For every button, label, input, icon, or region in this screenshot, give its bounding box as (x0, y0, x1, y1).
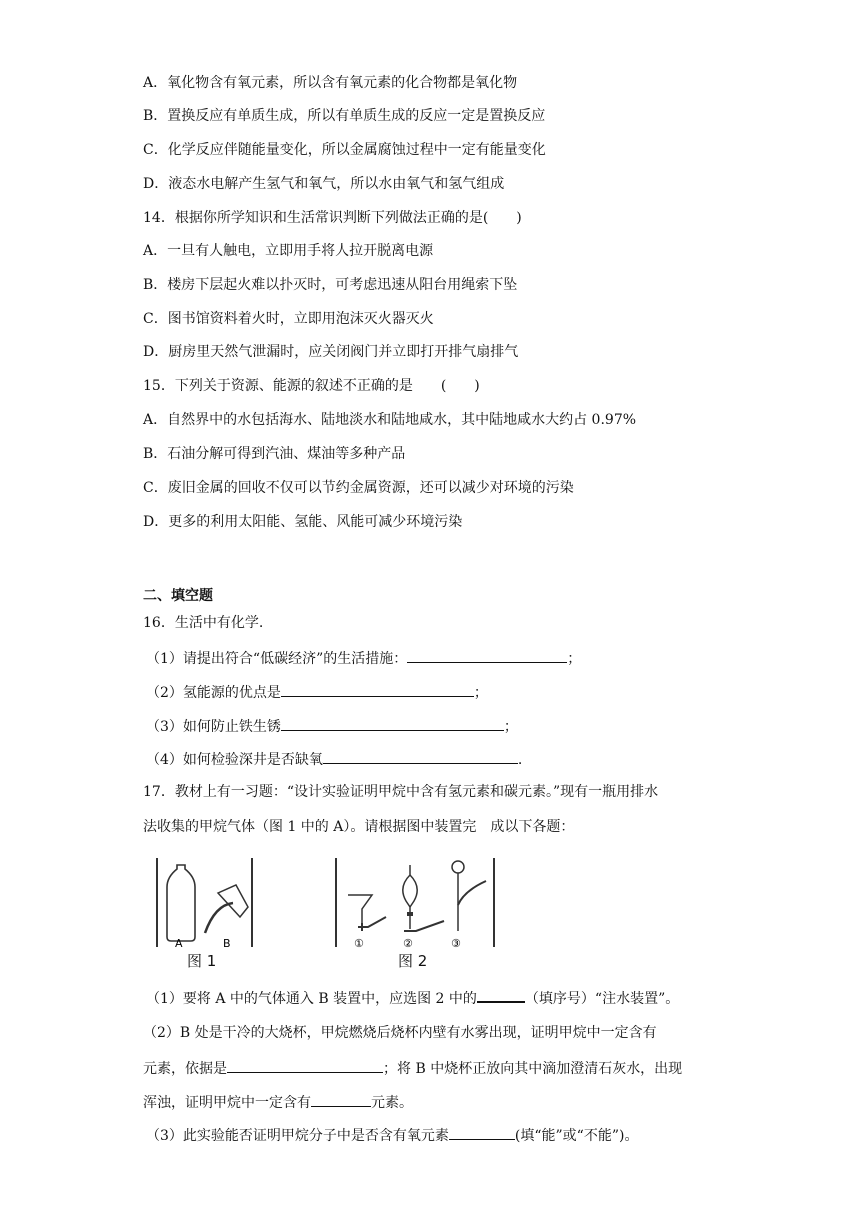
q17-part3-blank[interactable] (449, 1126, 515, 1140)
q16-part2 (146, 683, 488, 702)
q16-part4-blank[interactable] (323, 750, 518, 764)
fig2-label-1: ① (354, 937, 364, 950)
beaker-icon (218, 885, 248, 917)
q17-part2-blank-basis[interactable] (227, 1059, 383, 1073)
q17-stem-line2: 法收集的甲烷气体（图 1 中的 A）。请根据图中装置完 成以下各题： (143, 819, 575, 835)
q17-part3-text: （3）此实验能否证明甲烷分子中是否含有氧元素 (146, 1128, 449, 1144)
figure-1-caption: 图 1 (187, 952, 217, 970)
q17-part2-line2 (143, 1059, 682, 1078)
q16-part1-text: （1）请提出符合“低碳经济”的生活措施： (146, 651, 408, 667)
fig1-label-a: A (175, 937, 183, 950)
q17-part1-end: （填序号）“注水装置”。 (524, 991, 680, 1007)
q15-option-a: A．自然界中的水包括海水、陆地淡水和陆地咸水，其中陆地咸水大约占 0.97% (143, 412, 637, 428)
q16-part4-end: . (517, 752, 523, 768)
q14-option-a: A．一旦有人触电，立即用手将人拉开脱离电源 (143, 243, 434, 259)
q16-part3-text: （3）如何防止铁生锈 (146, 719, 281, 735)
side-tube-icon (458, 881, 486, 905)
fig1-label-b: B (223, 937, 231, 950)
q17-part2-text-e: 元素。 (371, 1095, 413, 1111)
q17-part1-blank[interactable] (477, 988, 525, 1003)
q15-option-d: D．更多的利用太阳能、氢能、风能可减少环境污染 (143, 514, 463, 530)
stopcock-icon (407, 912, 413, 916)
separatory-funnel-icon (403, 865, 410, 929)
funnel-icon (348, 895, 372, 923)
q16-part1-end: ； (567, 651, 582, 667)
gas-tube-icon (205, 903, 233, 933)
gas-bottle-icon (167, 865, 195, 941)
q15-option-b: B．石油分解可得到汽油、煤油等多种产品 (143, 446, 406, 462)
q16-part1-blank[interactable] (407, 649, 567, 663)
q14-stem: 14．根据你所学知识和生活常识判断下列做法正确的是( ) (143, 210, 522, 226)
separatory-funnel-right-icon (410, 875, 417, 907)
q15-option-c: C．废旧金属的回收不仅可以节约金属资源，还可以减少对环境的污染 (143, 480, 574, 496)
q17-part1 (146, 988, 679, 1008)
q16-part3-end: ； (503, 719, 518, 735)
q14-option-c: C．图书馆资料着火时，立即用泡沫灭火器灭火 (143, 311, 434, 327)
q14-option-b: B．楼房下层起火难以扑灭时，可考虑迅速从阳台用绳索下坠 (143, 277, 518, 293)
figure-2-apparatus (334, 855, 496, 950)
q14-option-d: D．厨房里天然气泄漏时，应关闭阀门并立即打开排气扇排气 (143, 344, 519, 360)
q16-part2-blank[interactable] (281, 683, 474, 697)
q17-part2-line1: （2）B 处是干冷的大烧杯，甲烷燃烧后烧杯内壁有水雾出现，证明甲烷中一定含有 (143, 1025, 657, 1041)
q17-part2-line3 (143, 1093, 413, 1112)
q13-option-c: C．化学反应伴随能量变化，所以金属腐蚀过程中一定有能量变化 (143, 142, 546, 158)
q16-part2-text: （2）氢能源的优点是 (146, 685, 281, 701)
section-title: 二、填空题 (143, 588, 213, 604)
q17-part3 (146, 1126, 638, 1145)
q17-part2-blank-element[interactable] (311, 1093, 371, 1107)
q17-part2-text-c: ；将 B 中烧杯正放向其中滴加澄清石灰水，出现 (383, 1061, 683, 1077)
q13-option-d: D．液态水电解产生氢气和氧气，所以水由氧气和氢气组成 (143, 176, 505, 192)
q16-part3 (146, 717, 518, 736)
q13-option-a: A．氧化物含有氧元素，所以含有氧元素的化合物都是氧化物 (143, 75, 518, 91)
q17-stem-line1: 17．教材上有一习题：“设计实验证明甲烷中含有氢元素和碳元素。”现有一瓶用排水 (143, 784, 659, 800)
figure-2-caption: 图 2 (398, 952, 428, 970)
q17-part1-text: （1）要将 A 中的气体通入 B 装置中，应选图 2 中的 (146, 991, 477, 1007)
figure-1-apparatus (155, 855, 255, 950)
thistle-funnel-icon (452, 861, 464, 873)
fig2-label-2: ② (403, 937, 413, 950)
q17-part3-end: (填“能”或“不能”)。 (514, 1128, 639, 1144)
q16-part3-blank[interactable] (281, 717, 504, 731)
q16-part2-end: ； (473, 685, 488, 701)
q15-stem: 15．下列关于资源、能源的叙述不正确的是 ( ) (143, 378, 480, 394)
fig2-label-3: ③ (451, 937, 461, 950)
q16-stem: 16．生活中有化学. (143, 615, 264, 631)
q16-part4 (146, 750, 522, 769)
q17-part2-text-b: 元素，依据是 (143, 1061, 227, 1077)
q16-part4-text: （4）如何检验深井是否缺氧 (146, 752, 323, 768)
q13-option-b: B．置换反应有单质生成，所以有单质生成的反应一定是置换反应 (143, 108, 546, 124)
q17-part2-text-d: 浑浊，证明甲烷中一定含有 (143, 1095, 311, 1111)
q16-part1 (146, 649, 581, 668)
